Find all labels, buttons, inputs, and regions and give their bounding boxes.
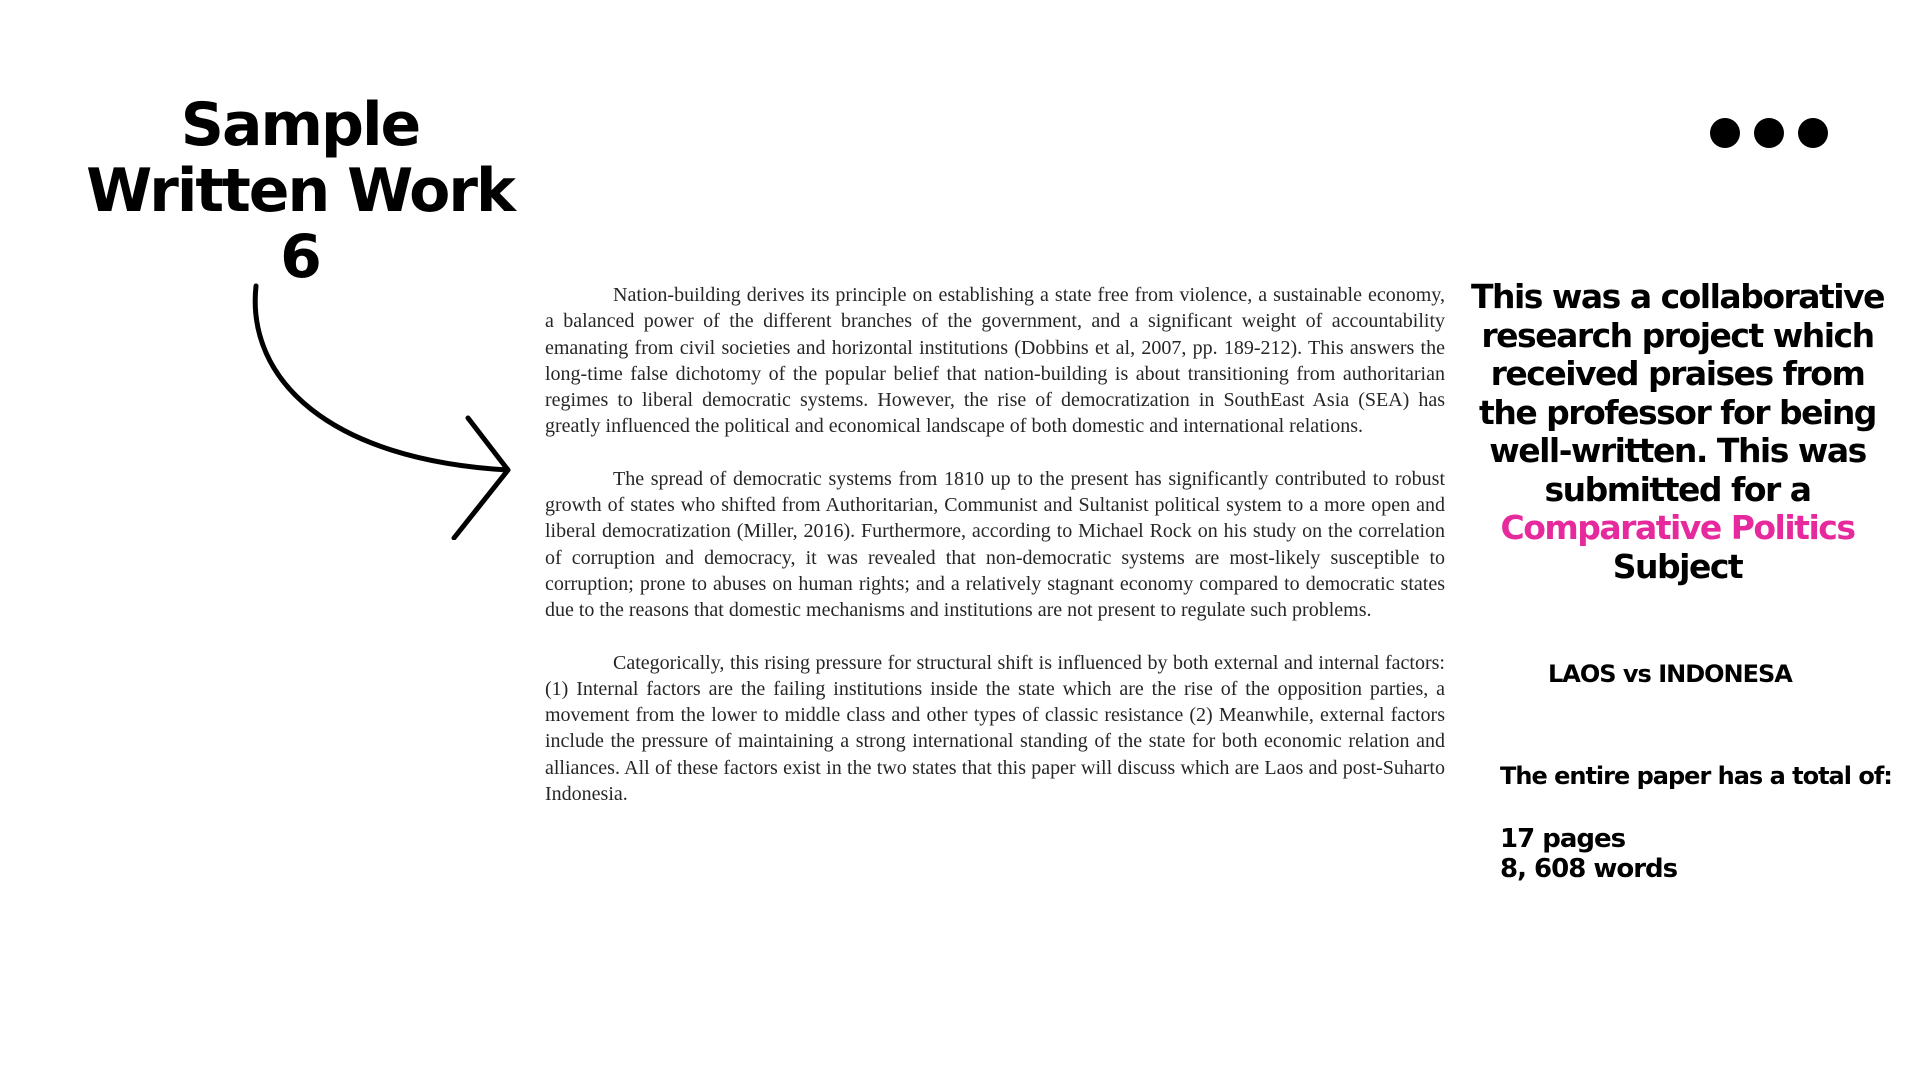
page-count: 17 pages bbox=[1500, 824, 1626, 854]
more-dots-icon[interactable] bbox=[1710, 118, 1830, 158]
dot-icon bbox=[1798, 118, 1828, 148]
dot-icon bbox=[1754, 118, 1784, 148]
word-count: 8, 608 words bbox=[1500, 854, 1678, 884]
paper-stats bbox=[1500, 824, 1677, 884]
paper-topic: LAOS vs INDONESA bbox=[1548, 660, 1792, 688]
note-text-end: Subject bbox=[1612, 546, 1743, 586]
note-text: This was a collaborative research project which received praises from the professor for being well-written. This was submitted for a bbox=[1470, 277, 1885, 509]
dot-icon bbox=[1710, 118, 1740, 148]
project-note bbox=[1470, 278, 1885, 586]
document-paragraph: Categorically, this rising pressure for structural shift is influenced by both external and internal factors: (1) Internal factors are the failing institutions inside the state which are the rise of the opposition parties, a movement from the lower to middle class and other types of classic resistance (2) Meanwhile, external factors include the pressure of maintaining a strong international standing of the state for both economic relation and alliances. All of these factors exist in the two states that this paper will discuss which are Laos and post-Suharto Indonesia. bbox=[545, 651, 1445, 806]
curved-arrow-icon bbox=[240, 280, 520, 540]
summary-label: The entire paper has a total of: bbox=[1500, 762, 1892, 790]
document-paragraph: Nation-building derives its principle on establishing a state free from violence, a sustainable economy, a balanced power of the different branches of the government, and a significant weight of accountability emanating from civil societies and horizontal institutions (Dobbins et al, 2007, pp. 189-212). This answers the long-time false dichotomy of the popular belief that nation-building is about transitioning from authoritarian regimes to liberal democratic systems. However, the rise of democratization in SouthEast Asia (SEA) has greatly influenced the political and economical landscape of both domestic and international relations. bbox=[545, 284, 1445, 438]
document-excerpt bbox=[545, 282, 1445, 833]
slide-title: Sample Written Work 6 bbox=[86, 90, 514, 292]
document-paragraph: The spread of democratic systems from 1810 up to the present has significantly contributed to robust growth of states who shifted from Authoritarian, Communist and Sultanist political system to a more open and liberal democratization (Miller, 2016). Furthermore, according to Michael Rock on his study on the correlation of corruption and democracy, it was revealed that non-democratic systems are most-likely susceptible to corruption; prone to abuses on human rights; and a relatively stagnant economy compared to democratic states due to the reasons that domestic mechanisms and institutions are not present to regulate such problems. bbox=[545, 467, 1445, 622]
subject-highlight: Comparative Politics bbox=[1500, 508, 1855, 547]
